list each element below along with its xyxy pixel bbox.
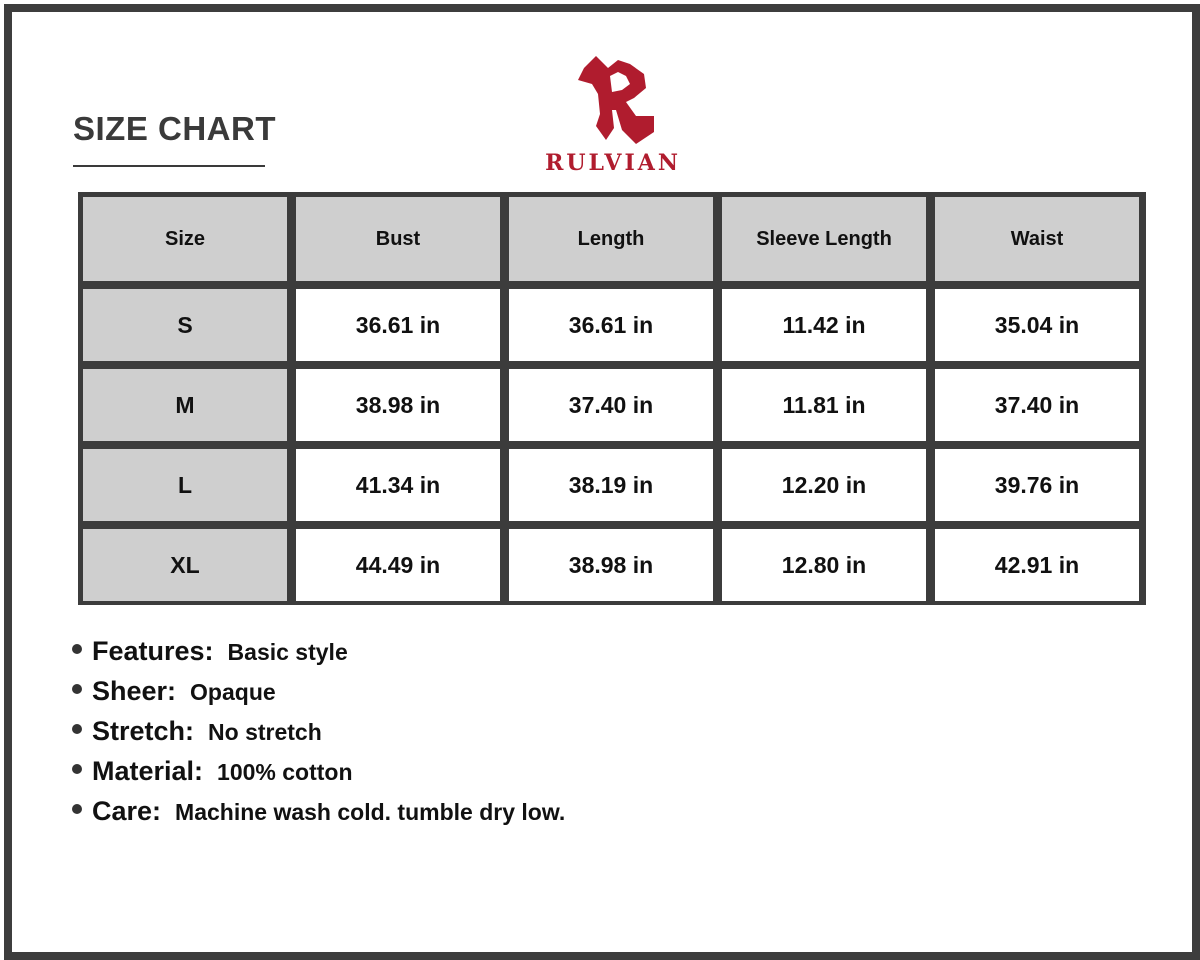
cell-length: 38.19 in	[509, 449, 713, 521]
row-size-label: L	[83, 449, 287, 521]
stylized-r-logo-icon	[574, 54, 656, 146]
header-sleeve-length: Sleeve Length	[722, 197, 926, 281]
spec-value: Machine wash cold. tumble dry low.	[175, 799, 566, 825]
brand-name: RULVIAN	[545, 150, 681, 176]
bullet-icon	[72, 764, 82, 774]
cell-sleeve-length: 11.42 in	[722, 289, 926, 361]
cell-length: 37.40 in	[509, 369, 713, 441]
header-bust: Bust	[296, 197, 500, 281]
spec-label: Features:	[92, 636, 214, 666]
brand-logo	[532, 54, 694, 178]
size-table	[78, 192, 1146, 605]
cell-bust: 41.34 in	[296, 449, 500, 521]
spec-value: Basic style	[227, 639, 348, 665]
cell-length: 38.98 in	[509, 529, 713, 601]
cell-waist: 39.76 in	[935, 449, 1139, 521]
spec-label: Care:	[92, 796, 162, 826]
spec-item-features	[72, 636, 565, 676]
bullet-icon	[72, 684, 82, 694]
cell-waist: 35.04 in	[935, 289, 1139, 361]
spec-value: Opaque	[190, 679, 276, 705]
bullet-icon	[72, 644, 82, 654]
header-waist: Waist	[935, 197, 1139, 281]
cell-sleeve-length: 12.80 in	[722, 529, 926, 601]
page-title: SIZE CHART	[73, 110, 276, 147]
row-size-label: S	[83, 289, 287, 361]
cell-sleeve-length: 12.20 in	[722, 449, 926, 521]
spec-item-care	[72, 796, 565, 836]
row-size-label: M	[83, 369, 287, 441]
cell-bust: 36.61 in	[296, 289, 500, 361]
cell-waist: 42.91 in	[935, 529, 1139, 601]
cell-waist: 37.40 in	[935, 369, 1139, 441]
row-size-label: XL	[83, 529, 287, 601]
header-size: Size	[83, 197, 287, 281]
spec-value: 100% cotton	[217, 759, 353, 785]
spec-label: Material:	[92, 756, 204, 786]
size-chart-frame	[4, 4, 1200, 960]
spec-item-sheer	[72, 676, 565, 716]
cell-length: 36.61 in	[509, 289, 713, 361]
spec-label: Sheer:	[92, 676, 177, 706]
spec-label: Stretch:	[92, 716, 195, 746]
spec-list	[72, 636, 565, 836]
cell-bust: 44.49 in	[296, 529, 500, 601]
spec-item-stretch	[72, 716, 565, 756]
cell-sleeve-length: 11.81 in	[722, 369, 926, 441]
spec-item-material	[72, 756, 565, 796]
bullet-icon	[72, 804, 82, 814]
bullet-icon	[72, 724, 82, 734]
cell-bust: 38.98 in	[296, 369, 500, 441]
header-length: Length	[509, 197, 713, 281]
spec-value: No stretch	[208, 719, 322, 745]
title-underline	[73, 165, 265, 167]
